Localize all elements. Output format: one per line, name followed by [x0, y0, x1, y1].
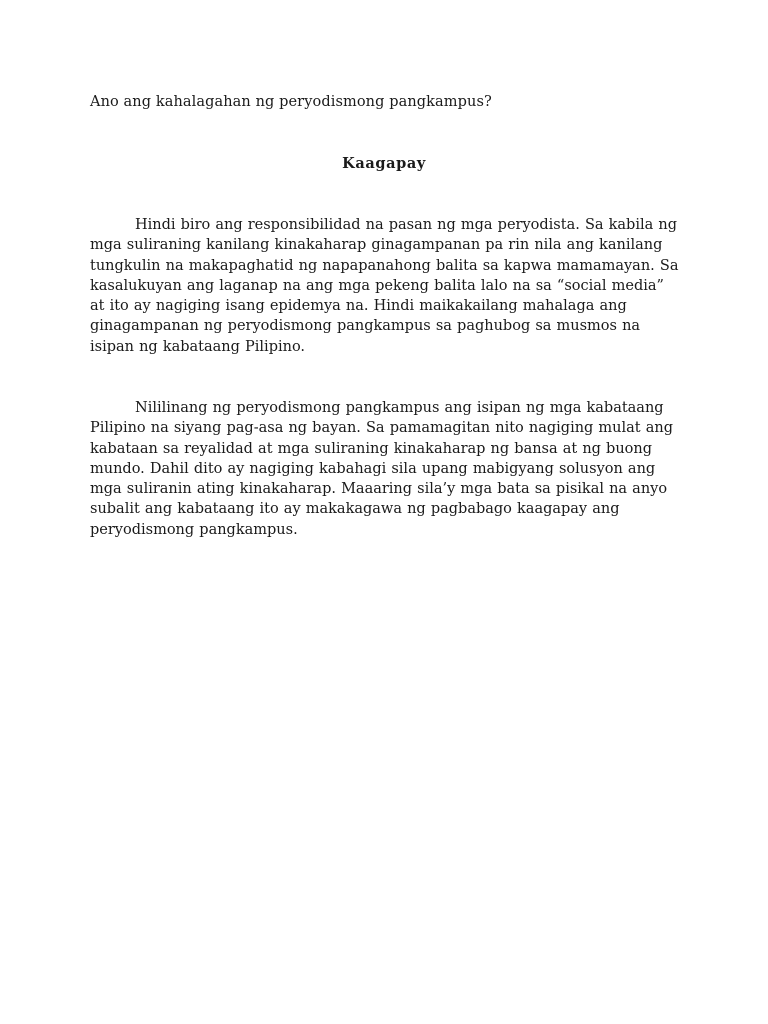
essay-title: Kaagapay: [342, 155, 426, 172]
essay-paragraph-1: Hindi biro ang responsibilidad na pasan ng mga peryodista. Sa kabila ng mga suliraning kanilang kinakaharap ginagampanan pa rin nila ang kanilang tungkulin na makapaghatid ng napapanahong balita sa kapwa mamamayan. Sa kasalukuyan ang laganap na ang mga pekeng balita lalo na sa “social media” at ito ay nagiging isang epidemya na. Hindi maikakailang mahalaga ang ginagampanan ng peryodismong pangkampus sa paghubog sa musmos na isipan ng kabataang Pilipino.: [90, 217, 679, 355]
essay-paragraph-2: Nililinang ng peryodismong pangkampus ang isipan ng mga kabataang Pilipino na siyang pag-asa ng bayan. Sa pamamagitan nito nagiging mulat ang kabataan sa reyalidad at mga suliraning kinakaharap ng bansa at ng buong mundo. Dahil dito ay nagiging kabahagi sila upang mabigyang solusyon ang mga suliranin ating kinakaharap. Maaaring sila’y mga bata sa pisikal na anyo subalit ang kabataang ito ay makakagawa ng pagbabago kaagapay ang peryodismong pangkampus.: [90, 400, 674, 538]
question-heading: Ano ang kahalagahan ng peryodismong pangkampus?: [90, 94, 492, 110]
